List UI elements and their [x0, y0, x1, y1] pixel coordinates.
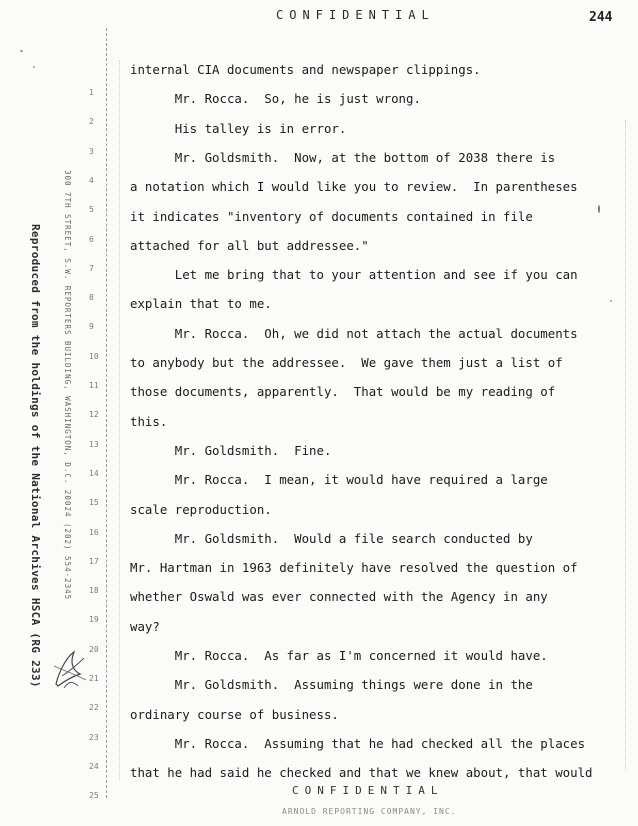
transcript-line: Mr. Rocca. Assuming that he had checked all the places	[130, 735, 586, 751]
line-number: 21	[89, 674, 99, 683]
line-number: 9	[89, 322, 94, 332]
page-number: 244	[589, 10, 613, 25]
line-number: 25	[89, 791, 99, 801]
transcript-line: His talley is in error.	[130, 120, 347, 136]
transcript-line: to anybody but the addressee. We gave them just a list of	[130, 355, 563, 370]
reporter-footer: ARNOLD REPORTING COMPANY, INC.	[282, 807, 457, 816]
line-number: 7	[89, 263, 94, 273]
line-number: 8	[89, 293, 94, 303]
line-number: 20	[89, 644, 99, 654]
line-number: 17	[89, 556, 99, 566]
transcript-line: internal CIA documents and newspaper clippings.	[130, 62, 481, 77]
classification-header: CONFIDENTIAL	[276, 8, 435, 22]
transcript-line: this.	[130, 413, 168, 429]
line-number: 2	[89, 117, 94, 127]
reproduction-note: Reproduced from the holdings of the National Archives HSCA (RG 233)	[29, 224, 42, 688]
line-number: 6	[89, 234, 94, 244]
inner-margin-rule	[119, 60, 120, 780]
transcript-line: a notation which I would like you to review. In parentheses	[130, 179, 578, 195]
margin-rule	[106, 28, 107, 798]
transcript-line: Let me bring that to your attention and see if you can	[130, 267, 578, 283]
scan-speck	[598, 205, 600, 213]
line-number: 14	[89, 468, 99, 478]
line-number: 5	[89, 205, 94, 215]
initials-stamp-icon	[50, 646, 90, 692]
transcript-line: Mr. Goldsmith. Assuming things were done in the	[130, 677, 533, 693]
line-number: 24	[89, 761, 99, 771]
line-number: 19	[89, 615, 99, 625]
line-number: 12	[89, 410, 99, 420]
transcript-line: Mr. Goldsmith. Would a file search conducted by	[130, 530, 533, 546]
transcript-line: explain that to me.	[130, 296, 272, 312]
line-number: 11	[89, 381, 99, 390]
scan-speck	[33, 66, 35, 68]
transcript-line: that he had said he checked and that we knew about, that would	[130, 765, 593, 781]
transcript-line: Mr. Rocca. I mean, it would have required a large	[130, 472, 548, 488]
scan-speck	[20, 50, 23, 52]
transcript-line: Mr. Goldsmith. Fine.	[130, 442, 332, 458]
line-number: 4	[89, 175, 94, 185]
line-number: 15	[89, 498, 99, 508]
reporter-address: 300 7TH STREET, S.W. REPORTERS BUILDING, WASHINGTON, D.C. 20024 (202) 554-2345	[63, 170, 72, 601]
line-number: 22	[89, 703, 99, 713]
transcript-line: those documents, apparently. That would be my reading of	[130, 384, 556, 400]
classification-footer: CONFIDENTIAL	[292, 784, 444, 797]
transcript-line: attached for all but addressee."	[130, 237, 369, 253]
scan-speck	[610, 300, 612, 302]
line-number: 18	[89, 586, 99, 596]
transcript-line: whether Oswald was ever connected with the Agency in any	[130, 589, 548, 605]
line-number: 3	[89, 146, 94, 156]
right-margin-rule	[625, 120, 626, 770]
transcript-line: it indicates "inventory of documents contained in file	[130, 208, 533, 224]
line-number: 10	[89, 351, 99, 361]
transcript-line: ordinary course of business.	[130, 706, 339, 722]
line-number: 23	[89, 732, 99, 742]
transcript-line: Mr. Rocca. So, he is just wrong.	[130, 91, 421, 107]
transcript-line: Mr. Rocca. Oh, we did not attach the actual documents	[130, 325, 578, 341]
transcript-line: Mr. Goldsmith. Now, at the bottom of 2038 there is	[130, 149, 556, 165]
transcript-line: Mr. Hartman in 1963 definitely have resolved the question of	[130, 560, 578, 576]
transcript-line: scale reproduction.	[130, 501, 272, 517]
line-number: 13	[89, 439, 99, 449]
transcript-line: Mr. Rocca. As far as I'm concerned it would have.	[130, 648, 548, 663]
line-number: 16	[89, 527, 99, 537]
transcript-line: way?	[130, 618, 160, 634]
line-number: 1	[89, 88, 94, 97]
